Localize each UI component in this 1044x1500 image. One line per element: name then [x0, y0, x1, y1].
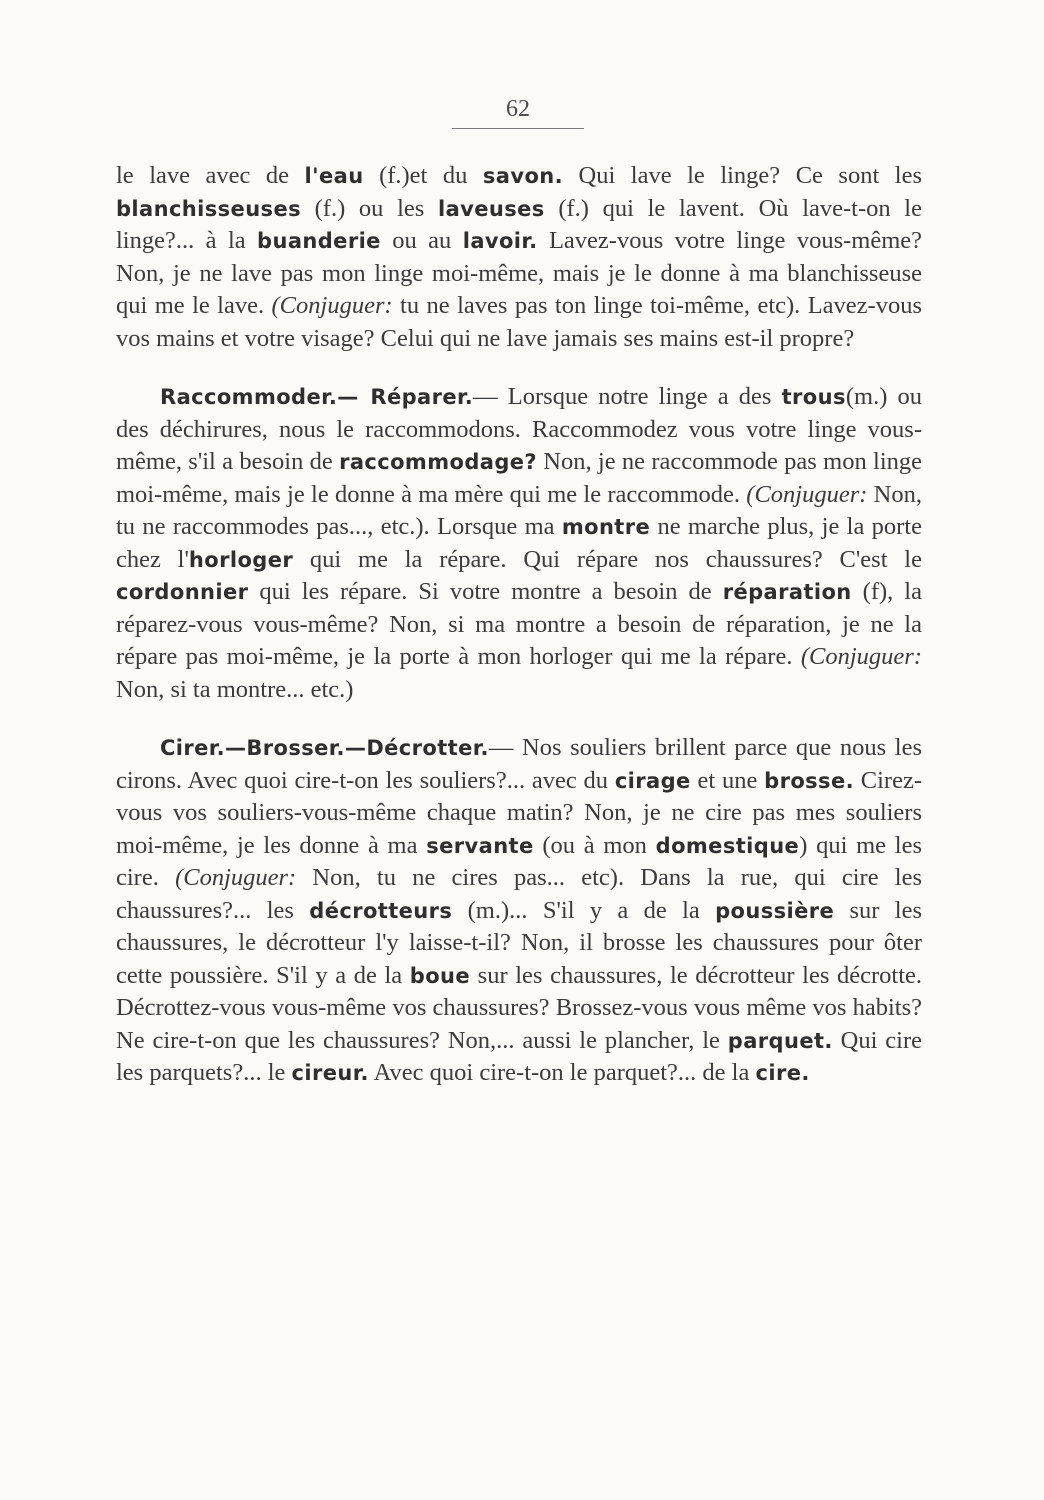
text-run: — Nos souliers brillent parce que nous les cirons. Avec quoi cire-t-on les souliers?... avec du: [116, 734, 922, 794]
bold-term: parquet.: [727, 1028, 833, 1053]
text-run: — Lorsque notre linge a des: [473, 383, 782, 410]
bold-term: raccommodage?: [339, 450, 537, 474]
bold-term: cire.: [755, 1061, 810, 1085]
bold-term: domestique: [655, 833, 800, 858]
paragraph-raccommoder: [116, 381, 922, 706]
text-run: qui me la répare. Qui répare nos chaussures? C'est le: [293, 545, 922, 573]
bold-term: décrotteurs: [309, 898, 453, 923]
bold-term: horloger: [188, 547, 294, 572]
bold-term: cirage: [614, 768, 691, 793]
text-run: (f.)et du: [363, 162, 483, 189]
text-run: Avec quoi cire-t-on le parquet?... de la: [368, 1059, 756, 1086]
text-run: (m.) ou des déchirures, nous le raccommodons. Raccommodez vous votre linge vous-même, s'il a besoin de: [116, 383, 923, 475]
bold-term: Raccommoder.— Réparer.: [160, 385, 474, 409]
text-run: et une: [690, 766, 765, 794]
bold-term: Cirer.—Brosser.—Décrotter.: [160, 736, 489, 760]
header-rule: [452, 128, 584, 129]
bold-term: montre: [561, 515, 651, 539]
bold-term: laveuses: [437, 196, 545, 221]
text-run: Non, je ne raccommode pas mon linge moi-même, mais je le donne à ma mère qui me le raccommode.: [116, 448, 923, 508]
bold-term: brosse.: [764, 768, 854, 793]
page-number: 62: [506, 96, 530, 122]
bold-term: lavoir.: [462, 229, 538, 253]
body-text: [116, 160, 922, 1090]
text-run: sur les chaussures, le décrotteur l'y laisse-t-il? Non, il brosse les chaussures pour ôter cette poussière. S'il y a de la: [116, 896, 922, 989]
paragraph-laver: [116, 160, 922, 355]
bold-term: réparation: [722, 580, 852, 604]
text-run: Non, tu ne cires pas... etc). Dans la rue, qui cire les chaussures?... les: [116, 864, 922, 924]
text-run: Qui lave le linge? Ce sont les: [563, 162, 922, 189]
text-run: ou au: [380, 227, 463, 254]
text-run: (f.) ou les: [300, 194, 438, 222]
text-run: (f.) qui le lavent. Où lave-t-on le linge?... à la: [116, 194, 922, 254]
bold-term: cireur.: [291, 1061, 369, 1085]
bold-term: blanchisseuses: [116, 196, 301, 221]
text-run: (ou à mon: [533, 831, 656, 859]
text-run: le lave avec de: [116, 162, 305, 189]
bold-term: boue: [409, 963, 471, 988]
italic-note: (Conjuguer:: [271, 292, 393, 319]
text-run: Qui cire les parquets?... le: [116, 1026, 923, 1086]
italic-note: (Conjuguer:: [800, 643, 922, 670]
text-run: Non, si ta montre... etc.): [116, 675, 354, 703]
bold-term: buanderie: [257, 229, 381, 253]
italic-note: (Conjuguer:: [746, 480, 868, 508]
text-run: Cirez-vous vos souliers-vous-même chaque matin? Non, je ne cire pas mes souliers moi-même, je les donne à ma: [116, 766, 922, 859]
text-run: Non, tu ne raccommodes pas..., etc.). Lorsque ma: [116, 480, 922, 540]
text-run: ) qui me les cire.: [116, 831, 922, 891]
text-run: (f), la réparez-vous vous-même? Non, si ma montre a besoin de réparation, je ne la répare pas moi-même, je la porte à mon horloger qui me la répare.: [116, 578, 922, 670]
bold-term: savon.: [482, 164, 564, 188]
text-run: sur les chaussures, le décrotteur les décrotte. Décrottez-vous vous-même vos chaussures? Brossez-vous vous même vos habits? Ne cire-t-on que les chaussures? Non,... aussi le plancher, le: [116, 961, 923, 1054]
text-run: (m.)... S'il y a de la: [452, 896, 716, 924]
text-run: qui les répare. Si votre montre a besoin de: [248, 578, 723, 605]
text-run: ne marche plus, je la porte chez l': [116, 513, 922, 573]
text-run: tu ne laves pas ton linge toi-même, etc). Lavez-vous vos mains et votre visage? Celui qui ne lave jamais ses mains est-il propre?: [116, 292, 922, 352]
bold-term: l'eau: [304, 164, 364, 188]
bold-term: servante: [426, 833, 534, 858]
bold-term: cordonnier: [116, 580, 249, 604]
text-run: Lavez-vous votre linge vous-même? Non, je ne lave pas mon linge moi-même, mais je le donne à ma blanchisseuse qui me le lave.: [116, 227, 923, 319]
bold-term: trous: [781, 385, 846, 409]
italic-note: (Conjuguer:: [175, 864, 297, 891]
bold-term: poussière: [715, 898, 835, 923]
paragraph-cirer: [116, 732, 922, 1090]
